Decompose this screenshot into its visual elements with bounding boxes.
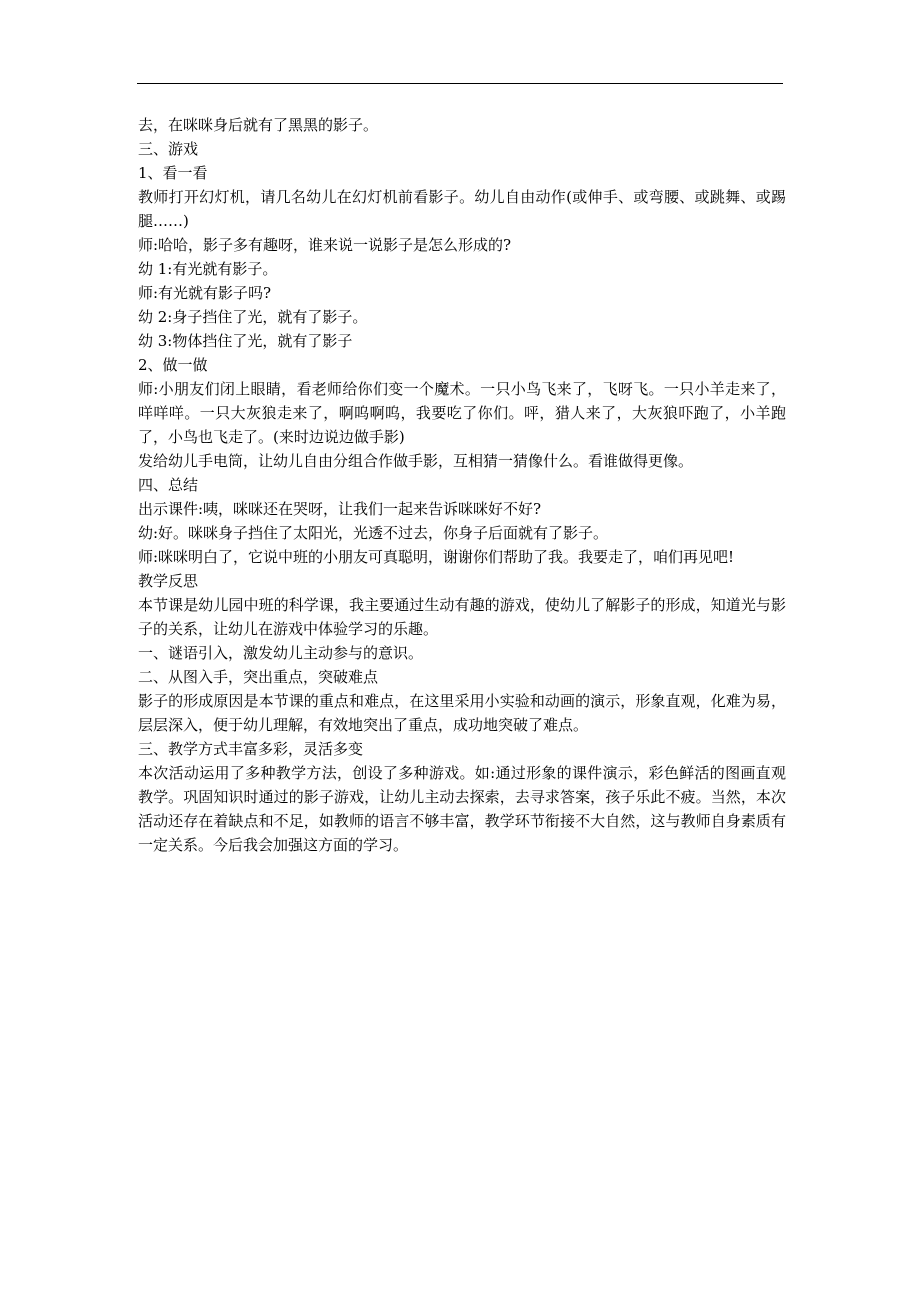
dialogue-line: 幼 3:物体挡住了光，就有了影子 bbox=[138, 332, 353, 350]
section-heading: 三、游戏 bbox=[138, 140, 199, 158]
dialogue-line: 幼:好。咪咪身子挡住了太阳光，光透不过去，你身子后面就有了影子。 bbox=[138, 524, 609, 542]
header-rule bbox=[137, 83, 783, 84]
section-heading: 一、谜语引入，激发幼儿主动参与的意识。 bbox=[138, 644, 424, 662]
paragraph: 师:小朋友们闭上眼睛，看老师给你们变一个魔术。一只小鸟飞来了，飞呀飞。一只小羊走来了，咩咩咩。一只大灰狼走来了，啊呜啊呜，我要吃了你们。呯，猎人来了，大灰狼吓跑了，小羊跑了，小鸟也飞走了。(来时边说边做手影) bbox=[138, 380, 786, 446]
dialogue-line: 师:哈哈，影子多有趣呀，谁来说一说影子是怎么形成的? bbox=[138, 236, 512, 254]
dialogue-line: 师:有光就有影子吗? bbox=[138, 284, 272, 302]
paragraph: 教师打开幻灯机，请几名幼儿在幻灯机前看影子。幼儿自由动作(或伸手、或弯腰、或跳舞、或踢腿……) bbox=[138, 188, 786, 230]
section-heading: 二、从图入手，突出重点，突破难点 bbox=[138, 668, 379, 686]
document-body bbox=[138, 113, 786, 857]
subsection-heading: 2、做一做 bbox=[138, 356, 208, 374]
paragraph: 本次活动运用了多种教学方法，创设了多种游戏。如:通过形象的课件演示，彩色鲜活的图画直观教学。巩固知识时通过的影子游戏，让幼儿主动去探索，去寻求答案，孩子乐此不疲。当然，本次活动还存在着缺点和不足，如教师的语言不够丰富，教学环节衔接不大自然，这与教师自身素质有一定关系。今后我会加强这方面的学习。 bbox=[138, 764, 786, 854]
dialogue-line: 出示课件:咦，咪咪还在哭呀，让我们一起来告诉咪咪好不好? bbox=[138, 500, 542, 518]
dialogue-line: 幼 1:有光就有影子。 bbox=[138, 260, 278, 278]
dialogue-line: 师:咪咪明白了，它说中班的小朋友可真聪明，谢谢你们帮助了我。我要走了，咱们再见吧! bbox=[138, 548, 735, 566]
dialogue-line: 幼 2:身子挡住了光，就有了影子。 bbox=[138, 308, 368, 326]
subsection-heading: 1、看一看 bbox=[138, 164, 208, 182]
section-heading: 四、总结 bbox=[138, 476, 199, 494]
paragraph: 去，在咪咪身后就有了黑黑的影子。 bbox=[138, 116, 379, 134]
paragraph: 发给幼儿手电筒，让幼儿自由分组合作做手影，互相猜一猜像什么。看谁做得更像。 bbox=[138, 452, 694, 470]
section-heading: 教学反思 bbox=[138, 572, 199, 590]
section-heading: 三、教学方式丰富多彩，灵活多变 bbox=[138, 740, 364, 758]
paragraph: 影子的形成原因是本节课的重点和难点，在这里采用小实验和动画的演示，形象直观，化难为易，层层深入，便于幼儿理解，有效地突出了重点，成功地突破了难点。 bbox=[138, 692, 786, 734]
paragraph: 本节课是幼儿园中班的科学课，我主要通过生动有趣的游戏，使幼儿了解影子的形成，知道光与影子的关系，让幼儿在游戏中体验学习的乐趣。 bbox=[138, 596, 786, 638]
